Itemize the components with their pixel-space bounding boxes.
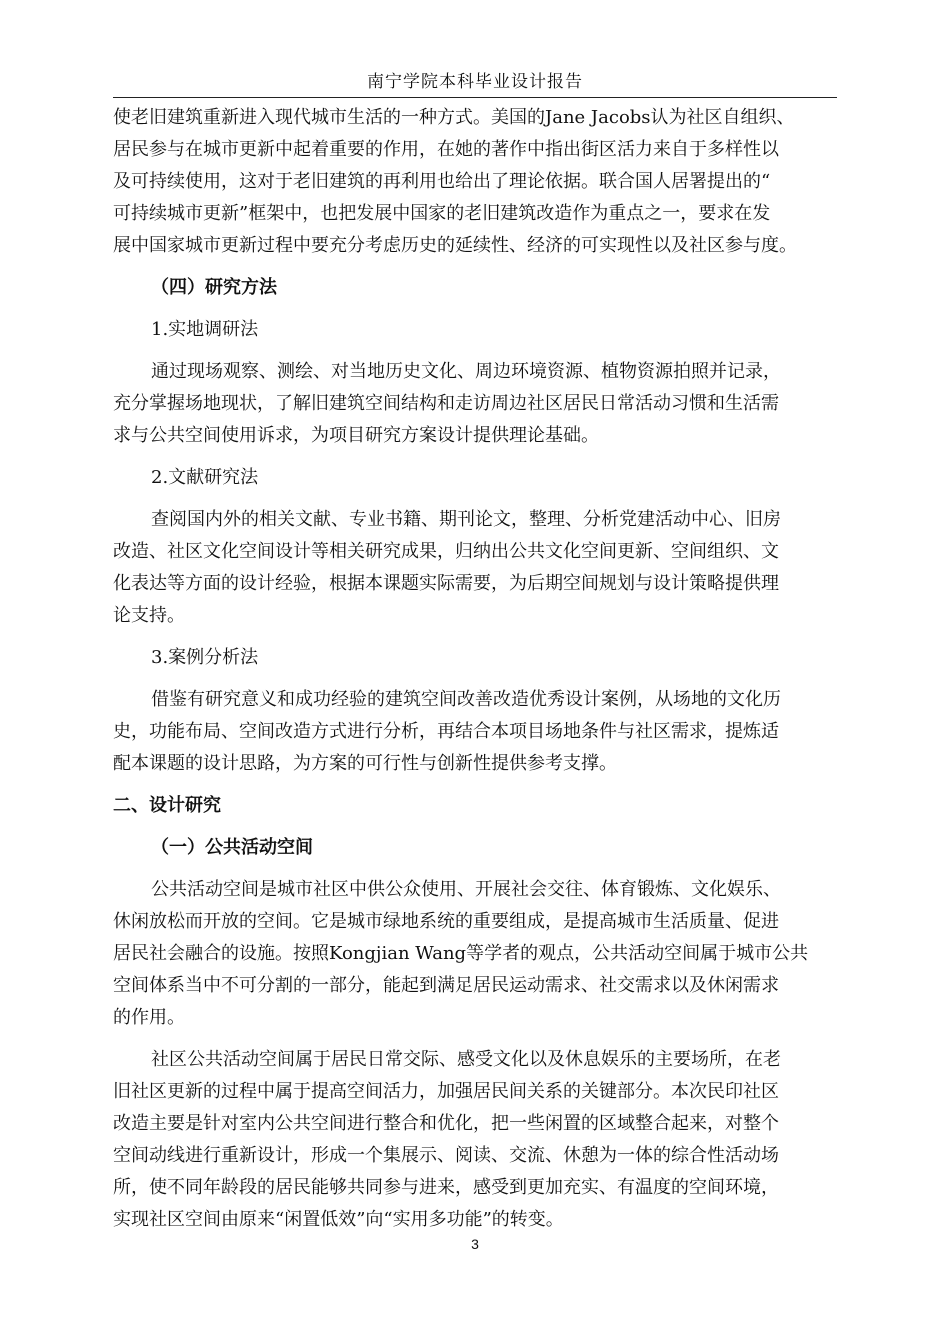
text-line: 充分掌握场地现状，了解旧建筑空间结构和走访周边社区居民日常活动习惯和生活需 [113,393,779,414]
text-line: 可持续城市更新”框架中，也把发展中国家的老旧建筑改造作为重点之一，要求在发 [113,203,771,224]
text-line: 改造、社区文化空间设计等相关研究成果，归纳出公共文化空间更新、空间组织、文 [113,541,779,562]
text-line: 化表达等方面的设计经验，根据本课题实际需要，为后期空间规划与设计策略提供理 [113,573,779,594]
paragraph-public-space-definition [113,874,839,1034]
paragraph-case-analysis [113,684,839,780]
text-line: 改造主要是针对室内公共空间进行整合和优化，把一些闲置的区域整合起来，对整个 [113,1113,779,1134]
text-line: 史，功能布局、空间改造方式进行分析，再结合本项目场地条件与社区需求，提炼适 [113,721,779,742]
text-line: 社区公共活动空间属于居民日常交际、感受文化以及休息娱乐的主要场所，在老 [151,1049,781,1070]
text-line: 所，使不同年龄段的居民能够共同参与进来，感受到更加充实、有温度的空间环境， [113,1177,779,1198]
text-line: 空间动线进行重新设计，形成一个集展示、阅读、交流、休憩为一体的综合性活动场 [113,1145,779,1166]
text-line: 旧社区更新的过程中属于提高空间活力，加强居民间关系的关键部分。本次民印社区 [113,1081,779,1102]
text-line: 论支持。 [113,605,185,626]
text-line: 居民社会融合的设施。按照Kongjian Wang等学者的观点，公共活动空间属于城市公共 [113,943,809,964]
text-line: 查阅国内外的相关文献、专业书籍、期刊论文，整理、分析党建活动中心、旧房 [151,509,781,530]
paragraph-community-renovation [113,1044,839,1236]
text-line: 空间体系当中不可分割的一部分，能起到满足居民运动需求、社交需求以及休闲需求 [113,975,779,996]
paragraph-urban-renewal [113,102,839,262]
text-line: 展中国家城市更新过程中要充分考虑历史的延续性、经济的可实现性以及社区参与度。 [113,235,797,256]
section-heading-research-methods: （四）研究方法 [151,277,277,298]
text-line: 休闲放松而开放的空间。它是城市绿地系统的重要组成，是提高城市生活质量、促进 [113,911,779,932]
document-body [113,102,839,1236]
subheading-field-survey: 1.实地调研法 [151,319,259,340]
subheading-literature-research: 2.文献研究法 [151,467,259,488]
text-line: 实现社区空间由原来“闲置低效”向“实用多功能”的转变。 [113,1209,564,1230]
text-line: 的作用。 [113,1007,185,1028]
text-line: 配本课题的设计思路，为方案的可行性与创新性提供参考支撑。 [113,753,617,774]
text-line: 求与公共空间使用诉求，为项目研究方案设计提供理论基础。 [113,425,599,446]
subheading-case-analysis: 3.案例分析法 [151,647,259,668]
text-line: 使老旧建筑重新进入现代城市生活的一种方式。美国的Jane Jacobs认为社区自组织、 [113,107,795,128]
text-line: 借鉴有研究意义和成功经验的建筑空间改善改造优秀设计案例，从场地的文化历 [151,689,781,710]
chapter-heading-design-research: 二、设计研究 [113,795,221,816]
text-line: 通过现场观察、测绘、对当地历史文化、周边环境资源、植物资源拍照并记录， [151,361,781,382]
text-line: 居民参与在城市更新中起着重要的作用，在她的著作中指出街区活力来自于多样性以 [113,139,779,160]
text-line: 公共活动空间是城市社区中供公众使用、开展社会交往、体育锻炼、文化娱乐、 [151,879,781,900]
page-number: 3 [471,1236,479,1252]
paragraph-literature-research [113,504,839,632]
section-heading-public-space: （一）公共活动空间 [151,837,313,858]
page-header: 南宁学院本科毕业设计报告 [113,67,837,98]
paragraph-field-survey [113,356,839,452]
text-line: 及可持续使用，这对于老旧建筑的再利用也给出了理论依据。联合国人居署提出的“ [113,171,771,192]
